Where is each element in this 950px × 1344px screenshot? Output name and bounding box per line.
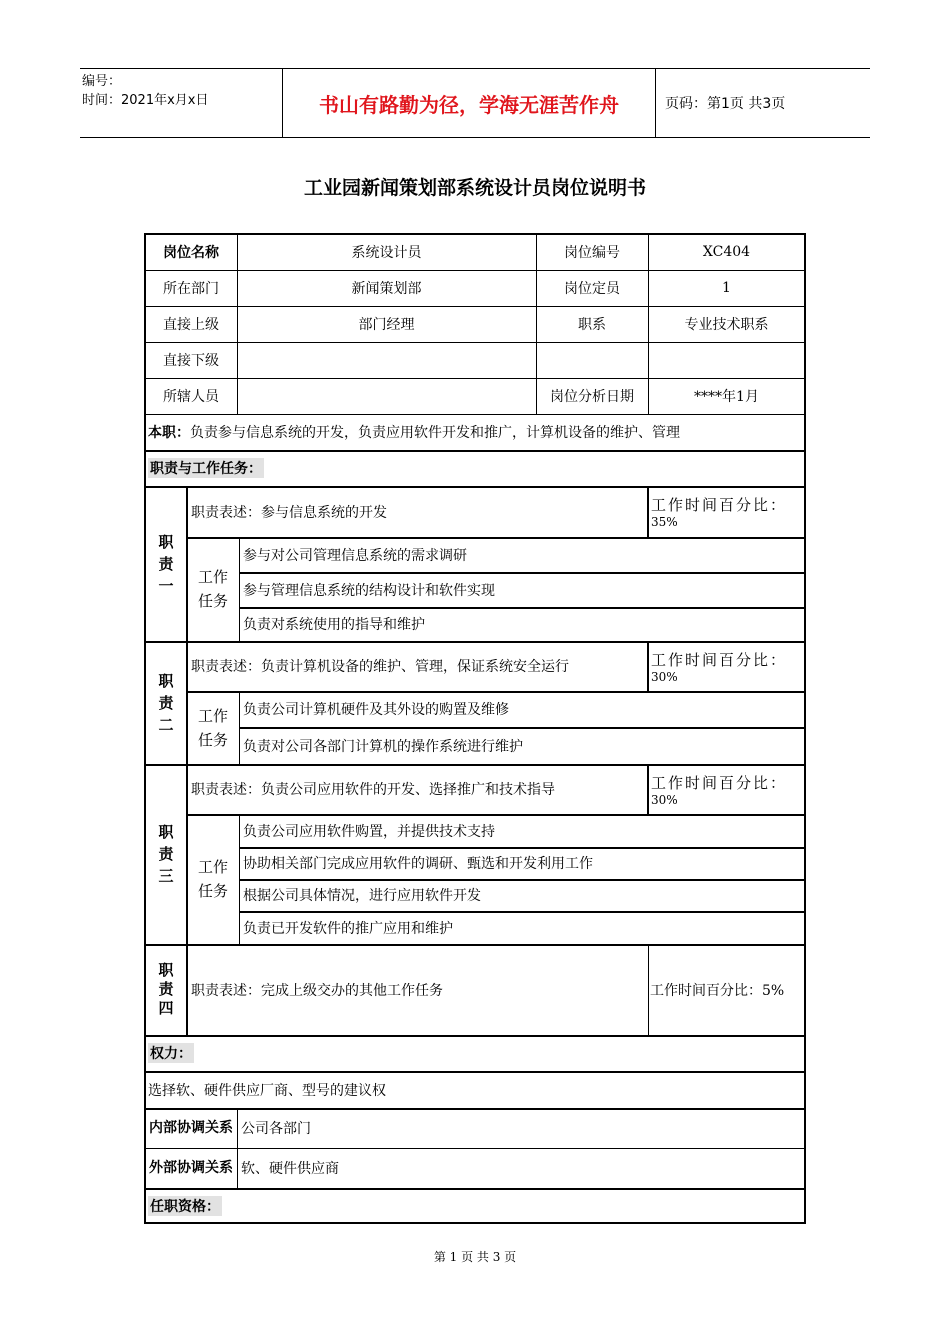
duty-2-task: 负责对公司各部门计算机的操作系统进行维护 bbox=[243, 738, 523, 755]
duty-1-pct-value: 35% bbox=[651, 515, 678, 529]
col-divider bbox=[647, 764, 649, 814]
duty-2-task: 负责公司计算机硬件及其外设的购置及维修 bbox=[243, 702, 509, 718]
duty-1-char: 责 bbox=[158, 554, 174, 573]
duty-3-task: 协助相关部门完成应用软件的调研、甄选和开发利用工作 bbox=[243, 856, 593, 872]
duty-3-char: 责 bbox=[158, 845, 174, 863]
page-footer: 第 1 页 共 3 页 bbox=[433, 1250, 517, 1264]
duty-4-statement: 职责表述：完成上级交办的其他工作任务 bbox=[191, 982, 443, 999]
row-divider bbox=[239, 727, 805, 729]
duty-3-task: 根据公司具体情况，进行应用软件开发 bbox=[243, 888, 481, 904]
row-divider bbox=[145, 450, 805, 452]
task-label-line: 任务 bbox=[197, 730, 228, 749]
duty-1-statement: 职责表述：参与信息系统的开发 bbox=[191, 504, 387, 521]
duty-2-char: 职 bbox=[158, 671, 174, 690]
header-meta bbox=[82, 72, 282, 110]
duty-2-title bbox=[145, 641, 187, 764]
row-divider bbox=[239, 847, 805, 849]
duty-3-task: 负责已开发软件的推广应用和维护 bbox=[243, 920, 453, 937]
duty-4-percentage: 工作时间百分比：5% bbox=[650, 982, 785, 999]
qualification-label: 任职资格： bbox=[148, 1196, 222, 1216]
task-label-line: 任务 bbox=[197, 882, 228, 900]
row-divider bbox=[145, 641, 805, 643]
duty-1-task: 参与管理信息系统的结构设计和软件实现 bbox=[243, 582, 495, 599]
dept-label: 所在部门 bbox=[163, 281, 219, 297]
table-border bbox=[144, 233, 806, 235]
header-motto: 书山有路勤为径，学海无涯苦作舟 bbox=[282, 69, 656, 137]
qualification-row bbox=[145, 1188, 805, 1223]
duty-summary-label: 本职： bbox=[148, 425, 190, 441]
document-header bbox=[80, 68, 870, 138]
authority-header-row bbox=[145, 1035, 805, 1071]
row-divider bbox=[239, 572, 805, 574]
row-divider bbox=[145, 270, 805, 271]
col-divider bbox=[186, 486, 188, 1035]
row-divider bbox=[145, 306, 805, 307]
duty-1-task: 参与对公司管理信息系统的需求调研 bbox=[243, 547, 467, 564]
table-border bbox=[144, 1222, 806, 1224]
col-divider bbox=[239, 537, 240, 641]
col-divider bbox=[647, 641, 649, 691]
duties-header-row bbox=[145, 450, 805, 486]
duty-1-percentage bbox=[648, 486, 805, 537]
duty-2-statement: 职责表述：负责计算机设备的维护、管理，保证系统安全运行 bbox=[191, 659, 569, 675]
col-divider bbox=[237, 234, 238, 414]
table-border bbox=[144, 233, 146, 1224]
col-divider bbox=[237, 1108, 238, 1188]
superior-value: 部门经理 bbox=[358, 317, 415, 333]
col-divider bbox=[536, 234, 537, 414]
duty-3-task-label bbox=[187, 814, 239, 944]
post-name-label: 岗位名称 bbox=[163, 245, 219, 261]
duty-3-task: 负责公司应用软件购置，并提供技术支持 bbox=[243, 823, 495, 840]
row-divider bbox=[187, 814, 805, 816]
row-divider bbox=[145, 1148, 805, 1149]
row-divider bbox=[145, 1071, 805, 1073]
analysis-date-value: ****年1月 bbox=[694, 389, 759, 405]
duty-4-char: 职 bbox=[158, 961, 174, 979]
task-label-line: 工作 bbox=[197, 706, 228, 725]
col-divider bbox=[648, 944, 649, 1035]
post-name-value: 系统设计员 bbox=[351, 245, 422, 261]
code-label: 编号： bbox=[82, 74, 122, 89]
time-label: 时间：2021年x月x日 bbox=[82, 93, 209, 108]
duty-3-percentage bbox=[648, 764, 805, 814]
row-divider bbox=[187, 691, 805, 693]
row-divider bbox=[187, 537, 805, 539]
external-coordination-label: 外部协调关系 bbox=[149, 1159, 233, 1176]
duty-2-pct-label: 工作时间百分比： bbox=[651, 650, 788, 669]
row-divider bbox=[145, 764, 805, 766]
duty-2-pct-value: 30% bbox=[651, 669, 678, 684]
subordinate-label: 直接下级 bbox=[163, 353, 219, 369]
job-family-label: 职系 bbox=[578, 317, 606, 333]
duty-3-title bbox=[145, 764, 187, 944]
quota-label: 岗位定员 bbox=[564, 281, 620, 297]
duty-3-pct-label: 工作时间百分比： bbox=[651, 773, 788, 792]
row-divider bbox=[145, 944, 805, 946]
row-divider bbox=[145, 378, 805, 379]
header-page-info: 页码：第1页 共3页 bbox=[665, 96, 786, 112]
authority-text: 选择软、硬件供应厂商、型号的建议权 bbox=[148, 1082, 386, 1099]
task-label-line: 任务 bbox=[197, 592, 228, 610]
duty-4-char: 四 bbox=[158, 999, 174, 1017]
duty-4-char: 责 bbox=[158, 980, 174, 998]
duty-1-char: 职 bbox=[158, 532, 174, 551]
duty-1-char: 一 bbox=[158, 576, 174, 595]
row-divider bbox=[145, 342, 805, 343]
duty-1-task-label bbox=[187, 537, 239, 641]
duty-1-title bbox=[145, 486, 187, 641]
post-code-value: XC404 bbox=[702, 244, 751, 260]
external-coordination-text: 软、硬件供应商 bbox=[241, 1161, 339, 1177]
duty-2-task-label bbox=[187, 691, 239, 764]
duty-2-char: 二 bbox=[158, 715, 174, 734]
row-divider bbox=[145, 1035, 805, 1037]
duty-summary-row bbox=[145, 414, 805, 450]
duty-3-statement: 职责表述：负责公司应用软件的开发、选择推广和技术指导 bbox=[191, 782, 555, 798]
duty-1-pct-label: 工作时间百分比： bbox=[651, 496, 788, 514]
task-label-line: 工作 bbox=[197, 568, 228, 586]
managed-label: 所辖人员 bbox=[163, 389, 219, 405]
duty-2-percentage bbox=[648, 641, 805, 691]
row-divider bbox=[145, 1188, 805, 1190]
page-title: 工业园新闻策划部系统设计员岗位说明书 bbox=[303, 177, 646, 199]
internal-coordination-text: 公司各部门 bbox=[241, 1121, 311, 1137]
row-divider bbox=[145, 414, 805, 415]
job-family-value: 专业技术职系 bbox=[684, 317, 769, 333]
authority-label: 权力： bbox=[148, 1043, 194, 1063]
duty-2-char: 责 bbox=[158, 693, 174, 712]
duty-3-char: 三 bbox=[158, 867, 174, 885]
quota-value: 1 bbox=[722, 280, 731, 296]
duty-summary-text: 负责参与信息系统的开发，负责应用软件开发和推广，计算机设备的维护、管理 bbox=[190, 425, 680, 441]
row-divider bbox=[145, 1108, 805, 1110]
duty-1-task: 负责对系统使用的指导和维护 bbox=[243, 617, 425, 633]
duty-3-pct-value: 30% bbox=[651, 792, 678, 807]
row-divider bbox=[239, 879, 805, 881]
duty-4-title bbox=[145, 944, 187, 1035]
superior-label: 直接上级 bbox=[163, 317, 219, 333]
task-label-line: 工作 bbox=[197, 858, 228, 876]
internal-coordination-label: 内部协调关系 bbox=[149, 1119, 233, 1136]
post-code-label: 岗位编号 bbox=[564, 245, 620, 261]
row-divider bbox=[239, 607, 805, 609]
duties-header: 职责与工作任务： bbox=[148, 458, 264, 478]
col-divider bbox=[648, 234, 649, 414]
row-divider bbox=[145, 486, 805, 488]
row-divider bbox=[239, 911, 805, 913]
analysis-date-label: 岗位分析日期 bbox=[550, 389, 634, 405]
duty-3-char: 职 bbox=[158, 823, 174, 841]
col-divider bbox=[647, 486, 649, 537]
dept-value: 新闻策划部 bbox=[351, 281, 422, 297]
